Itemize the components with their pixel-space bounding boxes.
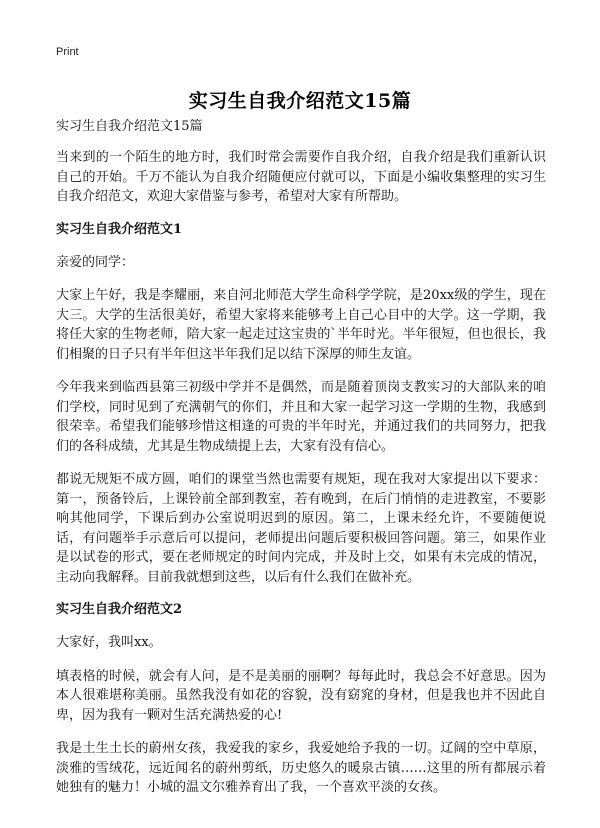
document-subtitle: 实习生自我介绍范文15篇 (56, 119, 203, 134)
page-title: 实习生自我介绍范文15篇 (188, 90, 412, 112)
section-2 (56, 601, 546, 798)
section-heading: 实习生自我介绍范文1 (56, 221, 183, 237)
paragraph: 都说无规矩不成方圆，咱们的课堂当然也需要有规矩，现在我对大家提出以下要求：第一，预备铃后，上课铃前全部到教室，若有晚到，在后门悄悄的走进教室，不要影响其他同学，下课后到办公室说明迟到的原因。第二，上课未经允许，不要随便说话，有问题举手示意后可以提问，老师提出问题后要积极回答问题。第三，如果作业是以试卷的形式，要在老师规定的时间内完成，并及时上交，如果有未完成的情况，主动向我解释。目前我就想到这些，以后有什么我们在做补充。 (56, 472, 546, 585)
paragraph: 亲爱的同学： (56, 254, 135, 270)
paragraph: 今年我来到临西县第三初级中学并不是偶然，而是随着顶岗支教实习的大部队来的咱们学校，同时见到了充满朝气的你们，并且和大家一起学习这一学期的生物，我感到很荣幸。希望我们能够珍惜这相逢的可贵的半年时光，并通过我们的共同努力，把我们的各科成绩，尤其是生物成绩提上去，大家有没有信心。 (56, 380, 546, 454)
section-heading: 实习生自我介绍范文2 (56, 602, 183, 617)
paragraph: 填表格的时候，就会有人问，是不是美丽的丽啊？每每此时，我总会不好意思。因为本人很难堪称美丽。虽然我没有如花的容貌，没有窈窕的身材，但是我也并不因此自卑，因为我有一颗对生活充满热爱的心! (56, 668, 546, 723)
paragraph: 大家上午好，我是李耀丽，来自河北师范大学生命科学学院，是20xx级的学生，现在大三。大学的生活很美好，希望大家将来能够考上自己心目中的大学。这一学期，我将任大家的生物老师，陪大家一起走过这宝贵的`半年时光。半年很短，但也很长，我们相聚的日子只有半年但这半年我们足以结下深厚的师生友谊。 (56, 288, 546, 362)
intro-paragraph: 当来到的一个陌生的地方时，我们时常会需要作自我介绍，自我介绍是我们重新认识自己的开始。千万不能认为自我介绍随便应付就可以，下面是小编收集整理的实习生自我介绍范文，欢迎大家借鉴与参考，希望对大家有所帮助。 (56, 150, 546, 204)
paragraph: 我是土生土长的蔚州女孩，我爱我的家乡，我爱她给予我的一切。辽阔的空中草原，淡雅的雪绒花，远近闻名的蔚州剪纸，历史悠久的暖泉古镇……这里的所有都展示着她独有的魅力！小城的温文尔雅养育出了我，一个喜欢平淡的女孩。 (56, 741, 546, 795)
document-body (56, 118, 546, 812)
section-1 (56, 221, 546, 588)
print-link[interactable]: Print (56, 46, 79, 58)
paragraph: 大家好，我叫xx。 (56, 635, 162, 650)
